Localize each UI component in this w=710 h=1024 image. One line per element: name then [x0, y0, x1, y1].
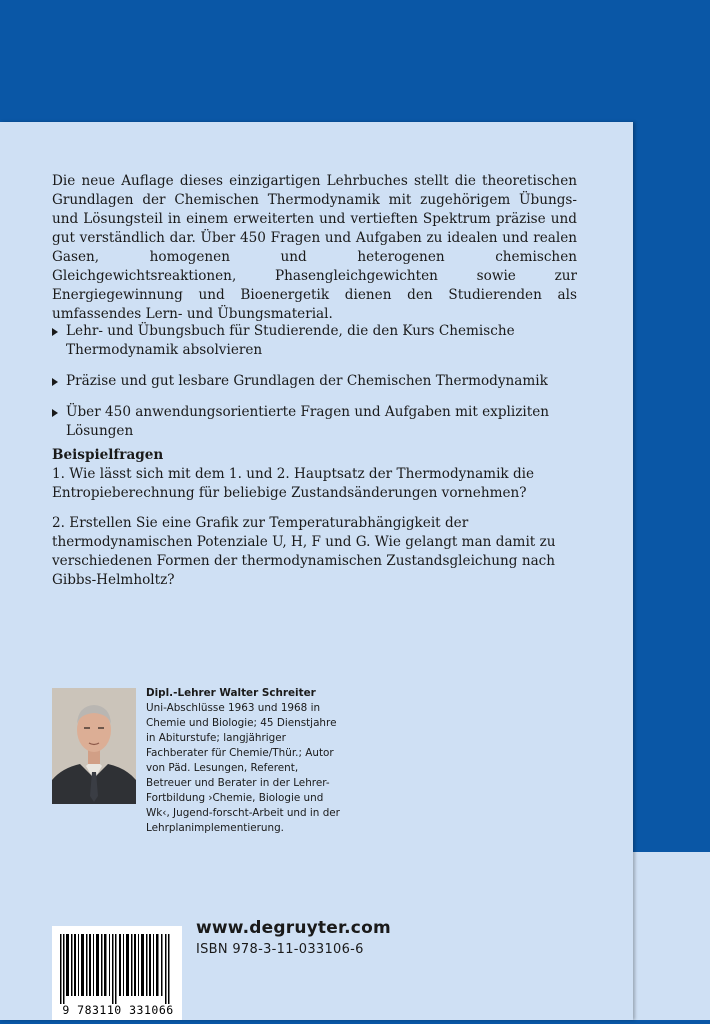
triangle-bullet-icon — [52, 378, 58, 386]
feature-text: Lehr- und Übungsbuch für Studierende, die den Kurs Chemische Thermodynamik absolvieren — [66, 323, 515, 358]
feature-text: Über 450 anwendungsorientierte Fragen und Aufgaben mit expliziten Lösungen — [66, 404, 550, 439]
author-name: Dipl.-Lehrer Walter Schreiter — [146, 687, 316, 699]
feature-item — [50, 403, 590, 441]
publisher-website[interactable]: www.degruyter.com — [196, 918, 391, 938]
author-bio — [146, 686, 346, 836]
triangle-bullet-icon — [52, 409, 58, 417]
feature-item — [50, 322, 590, 360]
isbn-text: ISBN 978-3-11-033106-6 — [196, 942, 364, 957]
isbn-barcode — [52, 926, 182, 1020]
triangle-bullet-icon — [52, 328, 58, 336]
right-blue-band — [633, 122, 710, 852]
feature-item — [50, 372, 590, 391]
description-text: Die neue Auflage dieses einzigartigen Lehrbuches stellt die theoretischen Grundlagen der Chemischen Thermodynamik mit zugehörigem Übungs- und Lösungsteil in einem erweiterten und vertieften Spektrum präzise und gut verständlich dar. Über 450 Fragen und Aufgaben zu idealen und realen Gasen, homogenen und heterogenen chemischen Gleichgewichtsreaktionen, Phasengleichgewichten sowie zur Energiegewinnung und Bioenergetik dienen den Studierenden als umfassendes Lern- und Übungsmaterial. — [52, 173, 577, 322]
question-2: 2. Erstellen Sie eine Grafik zur Temperaturabhängigkeit der thermodynamischen Potenziale U, H, F und G. Wie gelangt man damit zu verschiedenen Formen der thermodynamischen Zustandsgleichung nach Gibbs-Helmholtz? — [52, 515, 556, 588]
author-photo — [52, 688, 136, 804]
author-portrait-illustration — [52, 688, 136, 804]
barcode-number: 9 783110 331066 — [62, 1003, 174, 1017]
questions-heading: Beispielfragen — [52, 447, 164, 463]
question-1: 1. Wie lässt sich mit dem 1. und 2. Hauptsatz der Thermodynamik die Entropieberechnung für beliebige Zustandsänderungen vornehmen? — [52, 466, 535, 501]
feature-list — [50, 322, 590, 441]
feature-text: Präzise und gut lesbare Grundlagen der Chemischen Thermodynamik — [66, 373, 548, 389]
back-cover-panel — [0, 122, 633, 1020]
example-questions — [52, 446, 582, 590]
author-description: Uni-Abschlüsse 1963 und 1968 in Chemie und Biologie; 45 Dienstjahre in Abiturstufe; langjähriger Fachberater für Chemie/Thür.; Autor von Päd. Lesungen, Referent, Betreuer und Berater in der Lehrer-Fortbildung ›Chemie, Biologie und Wk‹, Jugend-forscht-Arbeit und in der Lehrplanimplementierung. — [146, 702, 340, 834]
top-blue-band — [0, 0, 710, 122]
right-light-strip — [633, 852, 710, 1020]
